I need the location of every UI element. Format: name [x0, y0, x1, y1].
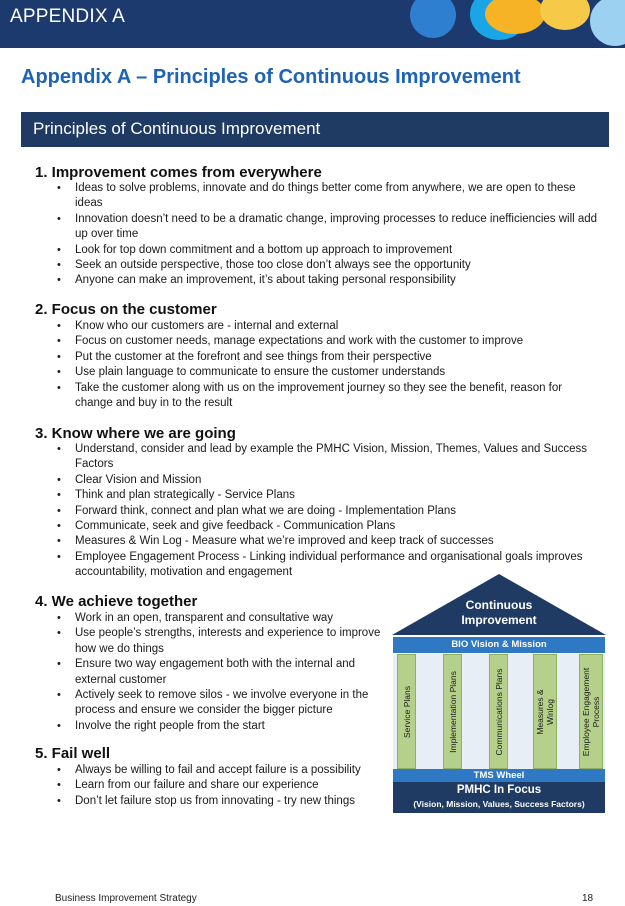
- section-heading: 3. Know where we are going: [35, 425, 236, 442]
- list-item: • Learn from our failure and share our experience: [55, 778, 385, 793]
- list-item: • Understand, consider and lead by example the PMHC Vision, Mission, Themes, Values and Success Factors: [55, 442, 600, 473]
- pillar-label: Service Plans: [401, 685, 412, 738]
- list-item: • Ideas to solve problems, innovate and do things better come from anywhere, we are open to these ideas: [55, 181, 600, 212]
- list-item: • Actively seek to remove silos - we involve everyone in the process and ensure we consider the bigger picture: [55, 688, 385, 719]
- pillar-implementation-plans: [443, 654, 462, 769]
- header-band: [0, 0, 625, 48]
- pmhc-focus-box: [393, 782, 605, 813]
- list-item: • Work in an open, transparent and consultative way: [55, 611, 385, 626]
- roof-line-1: Continuous: [465, 598, 533, 612]
- decorative-circle: [485, 0, 545, 34]
- pillar-service-plans: [397, 654, 416, 769]
- list-item: • Always be willing to fail and accept failure is a possibility: [55, 763, 385, 778]
- footer-page-number: 18: [582, 893, 594, 904]
- pillar-label: Communications Plans: [493, 668, 504, 755]
- bullet-list: [55, 611, 385, 734]
- focus-title: PMHC In Focus: [456, 784, 542, 796]
- list-item: • Focus on customer needs, manage expectations and work with the customer to improve: [55, 334, 600, 349]
- pillar-employee-engagement: [579, 654, 603, 769]
- list-item: • Use plain language to communicate to ensure the customer understands: [55, 365, 600, 380]
- list-item: • Innovation doesn’t need to be a dramatic change, improving processes to reduce inefficiencies will add up over time: [55, 212, 600, 243]
- list-item: • Know who our customers are - internal and external: [55, 319, 600, 334]
- page-title: Appendix A – Principles of Continuous Improvement: [21, 66, 521, 88]
- list-item: • Clear Vision and Mission: [55, 473, 600, 488]
- section-heading: 1. Improvement comes from everywhere: [35, 164, 322, 181]
- pillar-label: Implementation Plans: [447, 670, 458, 753]
- footer-document-title: Business Improvement Strategy: [55, 893, 197, 904]
- pillar-label: Measures & Winlog: [535, 688, 555, 735]
- list-item: • Anyone can make an improvement, it’s about taking personal responsibility: [55, 273, 600, 288]
- bullet-list: [55, 319, 600, 411]
- section-bar-title: Principles of Continuous Improvement: [33, 119, 321, 138]
- list-item: • Don’t let failure stop us from innovating - try new things: [55, 794, 385, 809]
- list-item: • Use people’s strengths, interests and experience to improve how we do things: [55, 626, 385, 657]
- bio-vision-bar: BIO Vision & Mission: [393, 637, 605, 653]
- list-item: • Measures & Win Log - Measure what we’re improved and keep track of successes: [55, 534, 600, 549]
- decorative-circle: [540, 0, 590, 30]
- roof-line-2: Improvement: [461, 613, 537, 627]
- appendix-label: APPENDIX A: [10, 6, 125, 27]
- pillar-measures-winlog: [533, 654, 557, 769]
- bullet-list: [55, 763, 385, 809]
- tms-wheel-bar: TMS Wheel: [393, 769, 605, 782]
- list-item: • Think and plan strategically - Service Plans: [55, 488, 600, 503]
- section-heading: 4. We achieve together: [35, 593, 198, 610]
- pillar-communications-plans: [489, 654, 508, 769]
- roof-label: [390, 598, 608, 628]
- bullet-list: [55, 442, 600, 581]
- section-heading: 5. Fail well: [35, 745, 111, 762]
- list-item: • Communicate, seek and give feedback - Communication Plans: [55, 519, 600, 534]
- list-item: • Seek an outside perspective, those too close don’t always see the opportunity: [55, 258, 600, 273]
- section-bar: [21, 112, 609, 147]
- decorative-circle: [590, 0, 625, 46]
- decorative-circle: [410, 0, 456, 38]
- list-item: • Involve the right people from the start: [55, 719, 385, 734]
- list-item: • Look for top down commitment and a bottom up approach to improvement: [55, 243, 600, 258]
- list-item: • Employee Engagement Process - Linking individual performance and organisational goals improves accountability, motivation and engagement: [55, 550, 600, 581]
- pillar-label: Employee Engagement Process: [581, 667, 601, 756]
- list-item: • Forward think, connect and plan what we are doing - Implementation Plans: [55, 504, 600, 519]
- focus-subtitle: (Vision, Mission, Values, Success Factors): [413, 799, 585, 809]
- bullet-list: [55, 181, 600, 289]
- pillar-area: [393, 654, 605, 769]
- section-heading: 2. Focus on the customer: [35, 301, 217, 318]
- continuous-improvement-diagram: [390, 573, 608, 813]
- list-item: • Take the customer along with us on the improvement journey so they see the benefit, reason for change and buy in to the result: [55, 381, 600, 412]
- list-item: • Put the customer at the forefront and see things from their perspective: [55, 350, 600, 365]
- list-item: • Ensure two way engagement both with the internal and external customer: [55, 657, 385, 688]
